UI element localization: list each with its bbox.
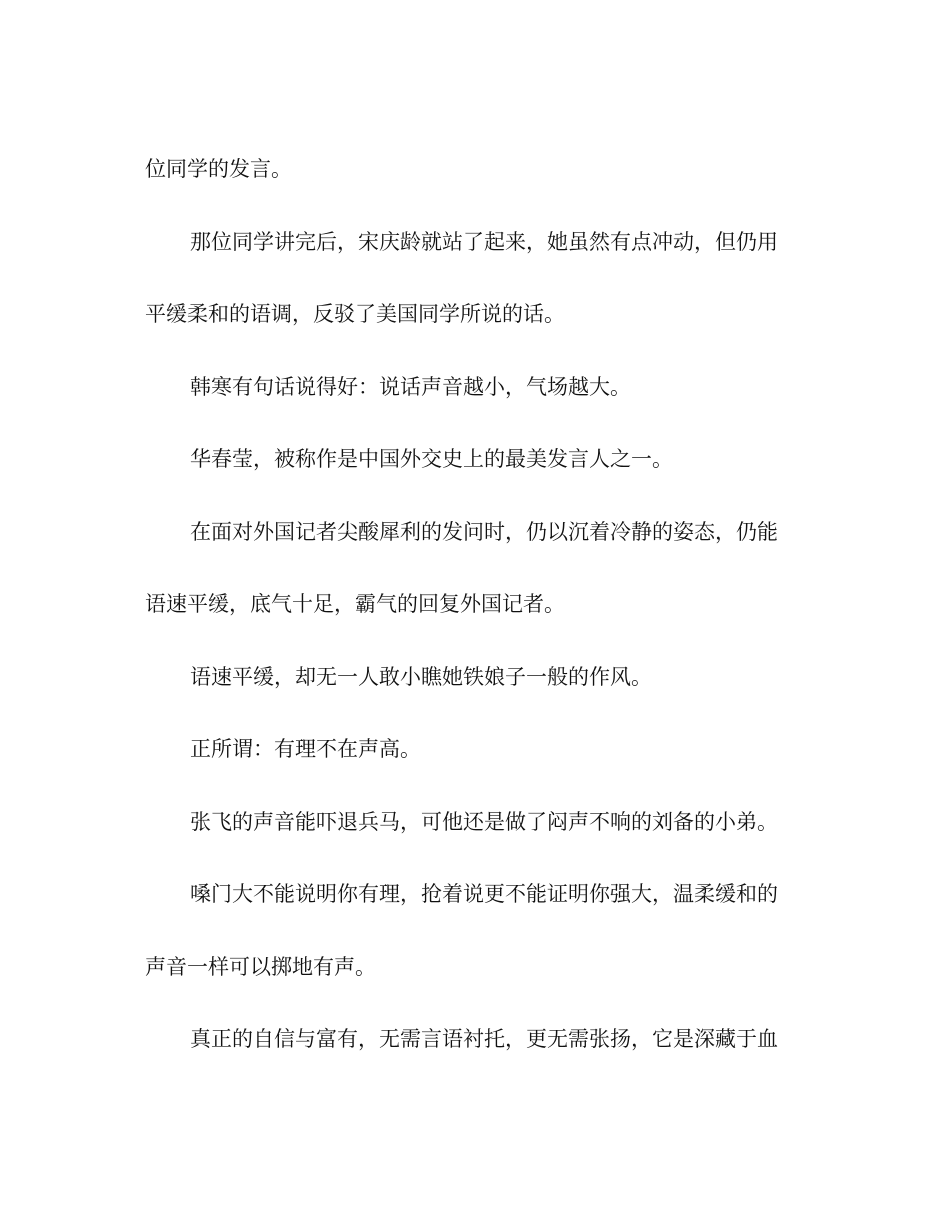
text-line: 韩寒有句话说得好：说话声音越小，气场越大。	[190, 374, 631, 399]
text-line: 声音一样可以掷地有声。	[145, 954, 376, 979]
text-line: 那位同学讲完后，宋庆龄就站了起来，她虽然有点冲动，但仍用	[190, 229, 778, 254]
text-line: 位同学的发言。	[145, 157, 292, 181]
text-line: 在面对外国记者尖酸犀利的发问时，仍以沉着冷静的姿态，仍能	[190, 519, 778, 544]
text-line: 语速平缓，底气十足，霸气的回复外国记者。	[145, 592, 565, 616]
text-line: 华春莹，被称作是中国外交史上的最美发言人之一。	[190, 447, 673, 471]
text-line: 平缓柔和的语调，反驳了美国同学所说的话。	[145, 302, 565, 326]
body-text	[145, 133, 805, 1076]
text-line: 语速平缓，却无一人敢小瞧她铁娘子一般的作风。	[190, 664, 652, 689]
text-line: 张飞的声音能吓退兵马，可他还是做了闷声不响的刘备的小弟。	[190, 809, 778, 834]
text-line: 真正的自信与富有，无需言语衬托，更无需张扬，它是深藏于血	[190, 1027, 778, 1051]
text-line: 嗓门大不能说明你有理，抢着说更不能证明你强大，温柔缓和的	[190, 882, 778, 906]
text-line: 正所谓：有理不在声高。	[190, 737, 421, 761]
